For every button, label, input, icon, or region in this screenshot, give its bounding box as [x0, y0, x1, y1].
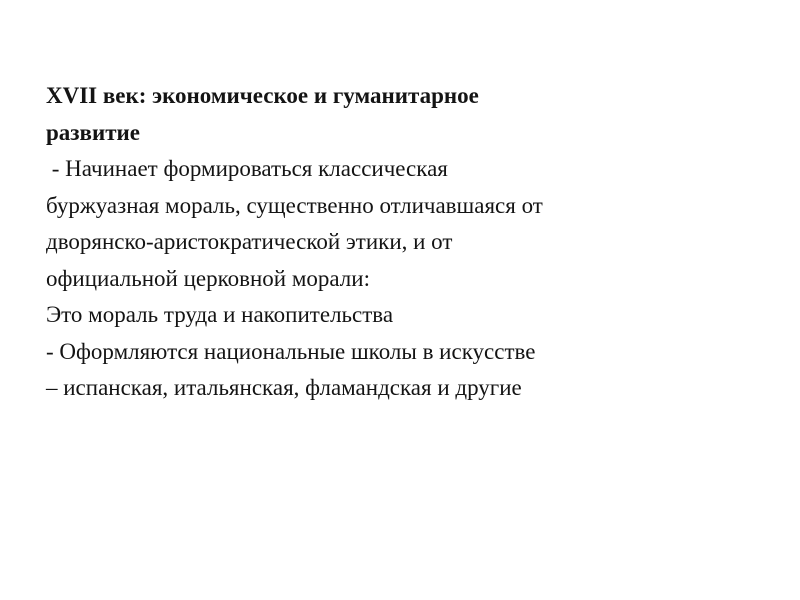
slide-heading-line-1: XVII век: экономическое и гуманитарное — [46, 83, 479, 108]
slide-heading-line-2: развитие — [46, 119, 140, 145]
slide-text — [46, 78, 766, 407]
body-line-5: Это мораль труда и накопительства — [46, 302, 394, 327]
body-line-6: - Оформляются национальные школы в искусстве — [46, 338, 536, 364]
body-line-1: - Начинает формироваться классическая — [46, 156, 448, 181]
body-line-4: официальной церковной морали: — [46, 265, 370, 291]
body-line-7: – испанская, итальянская, фламандская и другие — [46, 375, 522, 400]
body-line-2: буржуазная мораль, существенно отличавшаяся от — [46, 192, 543, 218]
body-line-3: дворянско-аристократической этики, и от — [46, 229, 453, 254]
